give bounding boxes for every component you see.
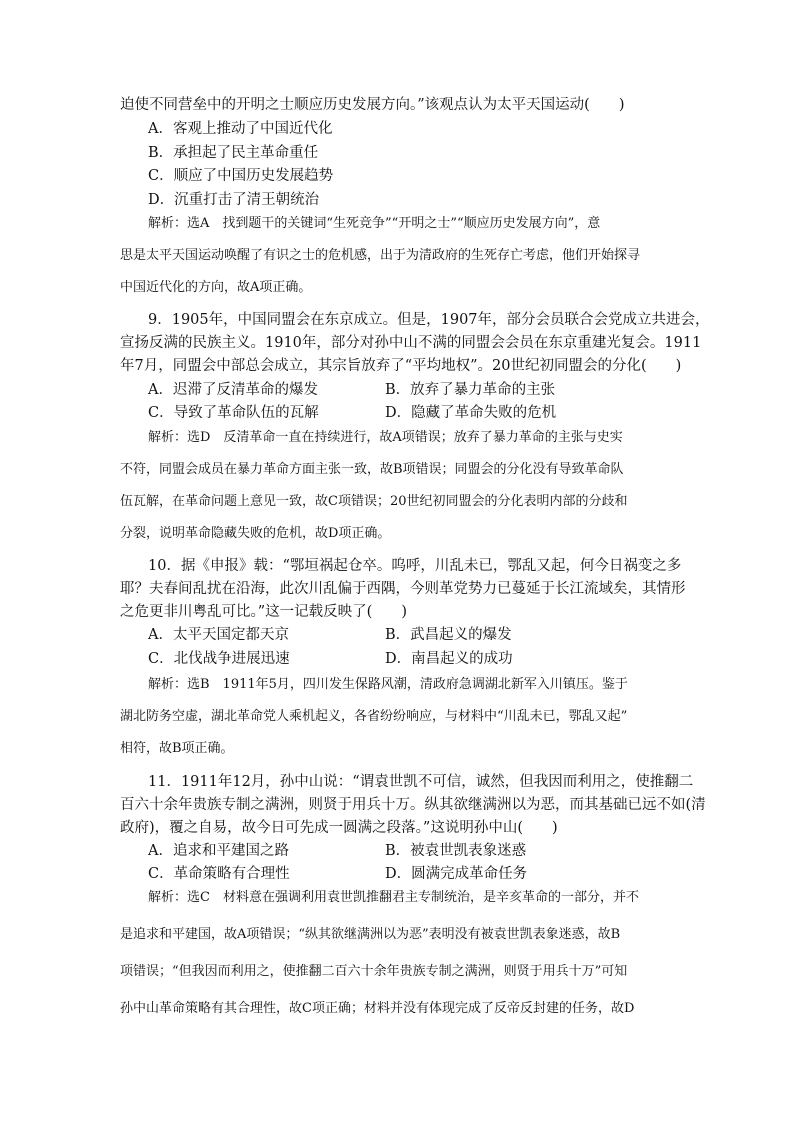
q9-analysis-line-3: 伍瓦解，在革命问题上意见一致，故C项错误；20世纪初同盟会的分化表明内部的分歧和 (120, 494, 628, 509)
q8-analysis-line-1: 解析：选A 找到题干的关键词“生死竞争”“开明之士”“顺应历史发展方向”，意 (148, 216, 601, 231)
q11-option-a: A．追求和平建国之路 (148, 843, 289, 859)
q10-option-d: D．南昌起义的成功 (385, 651, 513, 667)
q10-analysis-line-3: 相符，故B项正确。 (120, 741, 234, 756)
q11-analysis-line-4: 孙中山革命策略有其合理性，故C项正确；材料并没有体现完成了反帝反封建的任务，故D (120, 1001, 635, 1016)
q9-option-b: B．放弃了暴力革命的主张 (385, 382, 556, 398)
q11-option-b: B．被袁世凯表象迷惑 (385, 843, 527, 859)
q8-stem-tail: 迫使不同营垒中的开明之士顺应历史发展方向。”该观点认为太平天国运动( ) (120, 97, 625, 113)
q9-option-a: A．迟滞了反清革命的爆发 (148, 382, 318, 398)
q8-option-d: D．沉重打击了清王朝统治 (148, 192, 320, 208)
q10-option-a: A．太平天国定都天京 (148, 627, 289, 643)
q9-analysis-line-4: 分裂，说明革命隐藏失败的危机，故D项正确。 (120, 526, 391, 541)
q10-option-b: B．武昌起义的爆发 (385, 627, 512, 643)
q9-stem-line-1: 9．1905年，中国同盟会在东京成立。但是，1907年，部分会员联合会党成立共进会， (148, 312, 710, 328)
q11-stem-line-1: 11．1911年12月，孙中山说：“谓袁世凯不可信，诚然，但我因而利用之，使推翻二 (148, 774, 694, 790)
q11-option-d: D．圆满完成革命任务 (385, 866, 528, 882)
q10-option-c: C．北伐战争进展迅速 (148, 651, 290, 667)
q8-analysis-line-2: 思是太平天国运动唤醒了有识之士的危机感，出于为清政府的生死存亡考虑，他们开始探寻 (120, 248, 641, 263)
q9-option-d: D．隐藏了革命失败的危机 (385, 405, 557, 421)
q10-analysis-line-2: 湖北防务空虚，湖北革命党人乘机起义，各省纷纷响应，与材料中“川乱未已，鄂乱又起” (120, 709, 628, 724)
q11-stem-line-2: 百六十余年贵族专制之满洲，则贤于用兵十万。纵其欲继满洲以为恶，而其基础已远不如(清 (120, 797, 706, 813)
q11-option-c: C．革命策略有合理性 (148, 866, 290, 882)
q8-option-a: A．客观上推动了中国近代化 (148, 121, 333, 137)
q10-analysis-line-1: 解析：选B 1911年5月，四川发生保路风潮，清政府急调湖北新军入川镇压。鉴于 (148, 677, 628, 692)
q10-stem-line-1: 10．据《申报》载：“鄂垣祸起仓卒。呜呼，川乱未已，鄂乱又起，何今日祸变之多 (148, 558, 682, 574)
q11-analysis-line-2: 是追求和平建国，故A项错误；“纵其欲继满洲以为恶”表明没有被袁世凯表象迷惑，故B (120, 927, 621, 942)
q11-analysis-line-1: 解析：选C 材料意在强调利用袁世凯推翻君主专制统治，是辛亥革命的一部分，并不 (148, 890, 639, 905)
q9-analysis-line-1: 解析：选D 反清革命一直在持续进行，故A项错误；放弃了暴力革命的主张与史实 (148, 430, 623, 445)
q10-stem-line-2: 耶？夫春间乱扰在沿海，此次川乱偏于西隅，今则革党势力已蔓延于长江流域矣，其情形 (120, 581, 686, 597)
q9-stem-line-2: 宣扬反满的民族主义。1910年，部分对孙中山不满的同盟会会员在东京重建光复会。1911 (120, 335, 702, 351)
q11-analysis-line-3: 项错误；“但我因而利用之，使推翻二百六十余年贵族专制之满洲，则贤于用兵十万”可知 (120, 964, 628, 979)
q8-option-c: C．顺应了中国历史发展趋势 (148, 168, 334, 184)
q8-option-b: B．承担起了民主革命重任 (148, 145, 319, 161)
q9-option-c: C．导致了革命队伍的瓦解 (148, 405, 319, 421)
q8-analysis-line-3: 中国近代化的方向，故A项正确。 (120, 280, 312, 295)
q11-stem-line-3: 政府)，覆之自易，故今日可先成一圆满之段落。”这说明孙中山( ) (120, 820, 558, 836)
q10-stem-line-3: 之危更非川粤乱可比。”这一记载反映了( ) (120, 604, 407, 620)
q9-analysis-line-2: 不符，同盟会成员在暴力革命方面主张一致，故B项错误；同盟会的分化没有导致革命队 (120, 462, 624, 477)
q9-stem-line-3: 年7月，同盟会中部总会成立，其宗旨放弃了“平均地权”。20世纪初同盟会的分化( ) (120, 358, 682, 374)
